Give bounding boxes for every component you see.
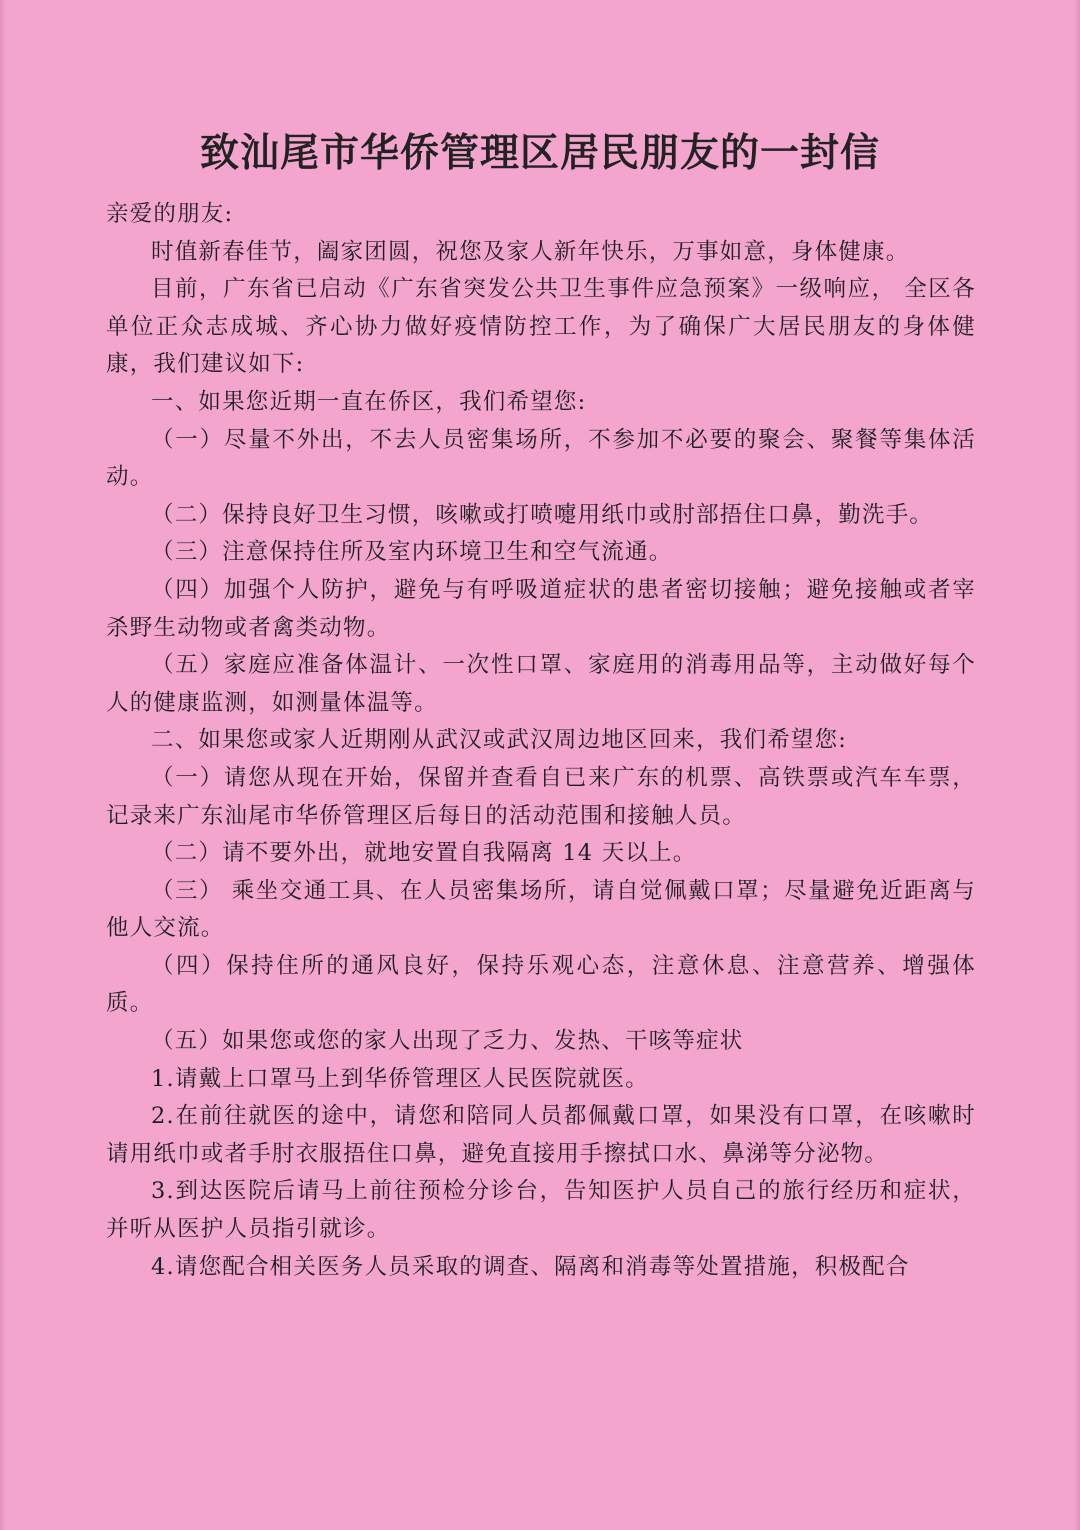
numbered-item: 2.在前往就医的途中，请您和陪同人员都佩戴口罩，如果没有口罩，在咳嗽时请用纸巾或者手肘衣服捂住口鼻，避免直接用手擦拭口水、鼻涕等分泌物。 <box>106 1103 976 1167</box>
numbered-item: 3.到达医院后请马上前往预检分诊台，告知医护人员自己的旅行经历和症状，并听从医护人员指引就诊。 <box>106 1178 976 1243</box>
section-heading-2: 二、如果您或家人近期刚从武汉或武汉周边地区回来，我们希望您: <box>151 727 848 754</box>
paragraph-intro: 目前，广东省已启动《广东省突发公共卫生事件应急预案》一级响应， 全区各单位正众志成城、齐心协力做好疫情防控工作，为了确保广大居民朋友的身体健康，我们建议如下: <box>106 276 976 378</box>
paragraph-new-year-wishes: 时值新春佳节，阖家团圆，祝您及家人新年快乐，万事如意，身体健康。 <box>151 238 910 265</box>
section-heading-1: 一、如果您近期一直在侨区，我们希望您: <box>151 388 587 415</box>
list-item: （四）加强个人防护，避免与有呼吸道症状的患者密切接触；避免接触或者宰杀野生动物或者禽类动物。 <box>106 576 976 641</box>
letter-title: 致汕尾市华侨管理区居民朋友的一封信 <box>199 130 880 176</box>
numbered-item: 4.请您配合相关医务人员采取的调查、隔离和消毒等处置措施，积极配合 <box>151 1253 910 1280</box>
page-edge-right <box>1074 0 1080 1530</box>
list-item: （三） 乘坐交通工具、在人员密集场所，请自觉佩戴口罩；尽量避免近距离与他人交流。 <box>106 877 976 942</box>
list-item: （一）请您从现在开始，保留并查看自已来广东的机票、高铁票或汽车车票，记录来广东汕尾市华侨管理区后每日的活动范围和接触人员。 <box>106 764 976 829</box>
list-item: （五）如果您或您的家人出现了乏力、发热、干咳等症状 <box>151 1028 744 1055</box>
list-item: （一）尽量不外出，不去人员密集场所，不参加不必要的聚会、聚餐等集体活动。 <box>106 426 976 491</box>
list-item: （四）保持住所的通风良好，保持乐观心态，注意休息、注意营养、增强体质。 <box>106 952 976 1017</box>
letter-body <box>106 196 976 1286</box>
list-item: （二）请不要外出，就地安置自我隔离 14 天以上。 <box>151 840 697 867</box>
list-item: （五）家庭应准备体温计、一次性口罩、家庭用的消毒用品等，主动做好每个人的健康监测，如测量体温等。 <box>106 652 976 716</box>
numbered-item: 1.请戴上口罩马上到华侨管理区人民医院就医。 <box>151 1065 649 1092</box>
list-item: （三）注意保持住所及室内环境卫生和空气流通。 <box>151 539 673 566</box>
greeting: 亲爱的朋友: <box>106 201 234 227</box>
page-edge-left <box>0 0 6 1530</box>
list-item: （二）保持良好卫生习惯，咳嗽或打喷嚏用纸巾或肘部捂住口鼻，勤洗手。 <box>151 501 934 528</box>
